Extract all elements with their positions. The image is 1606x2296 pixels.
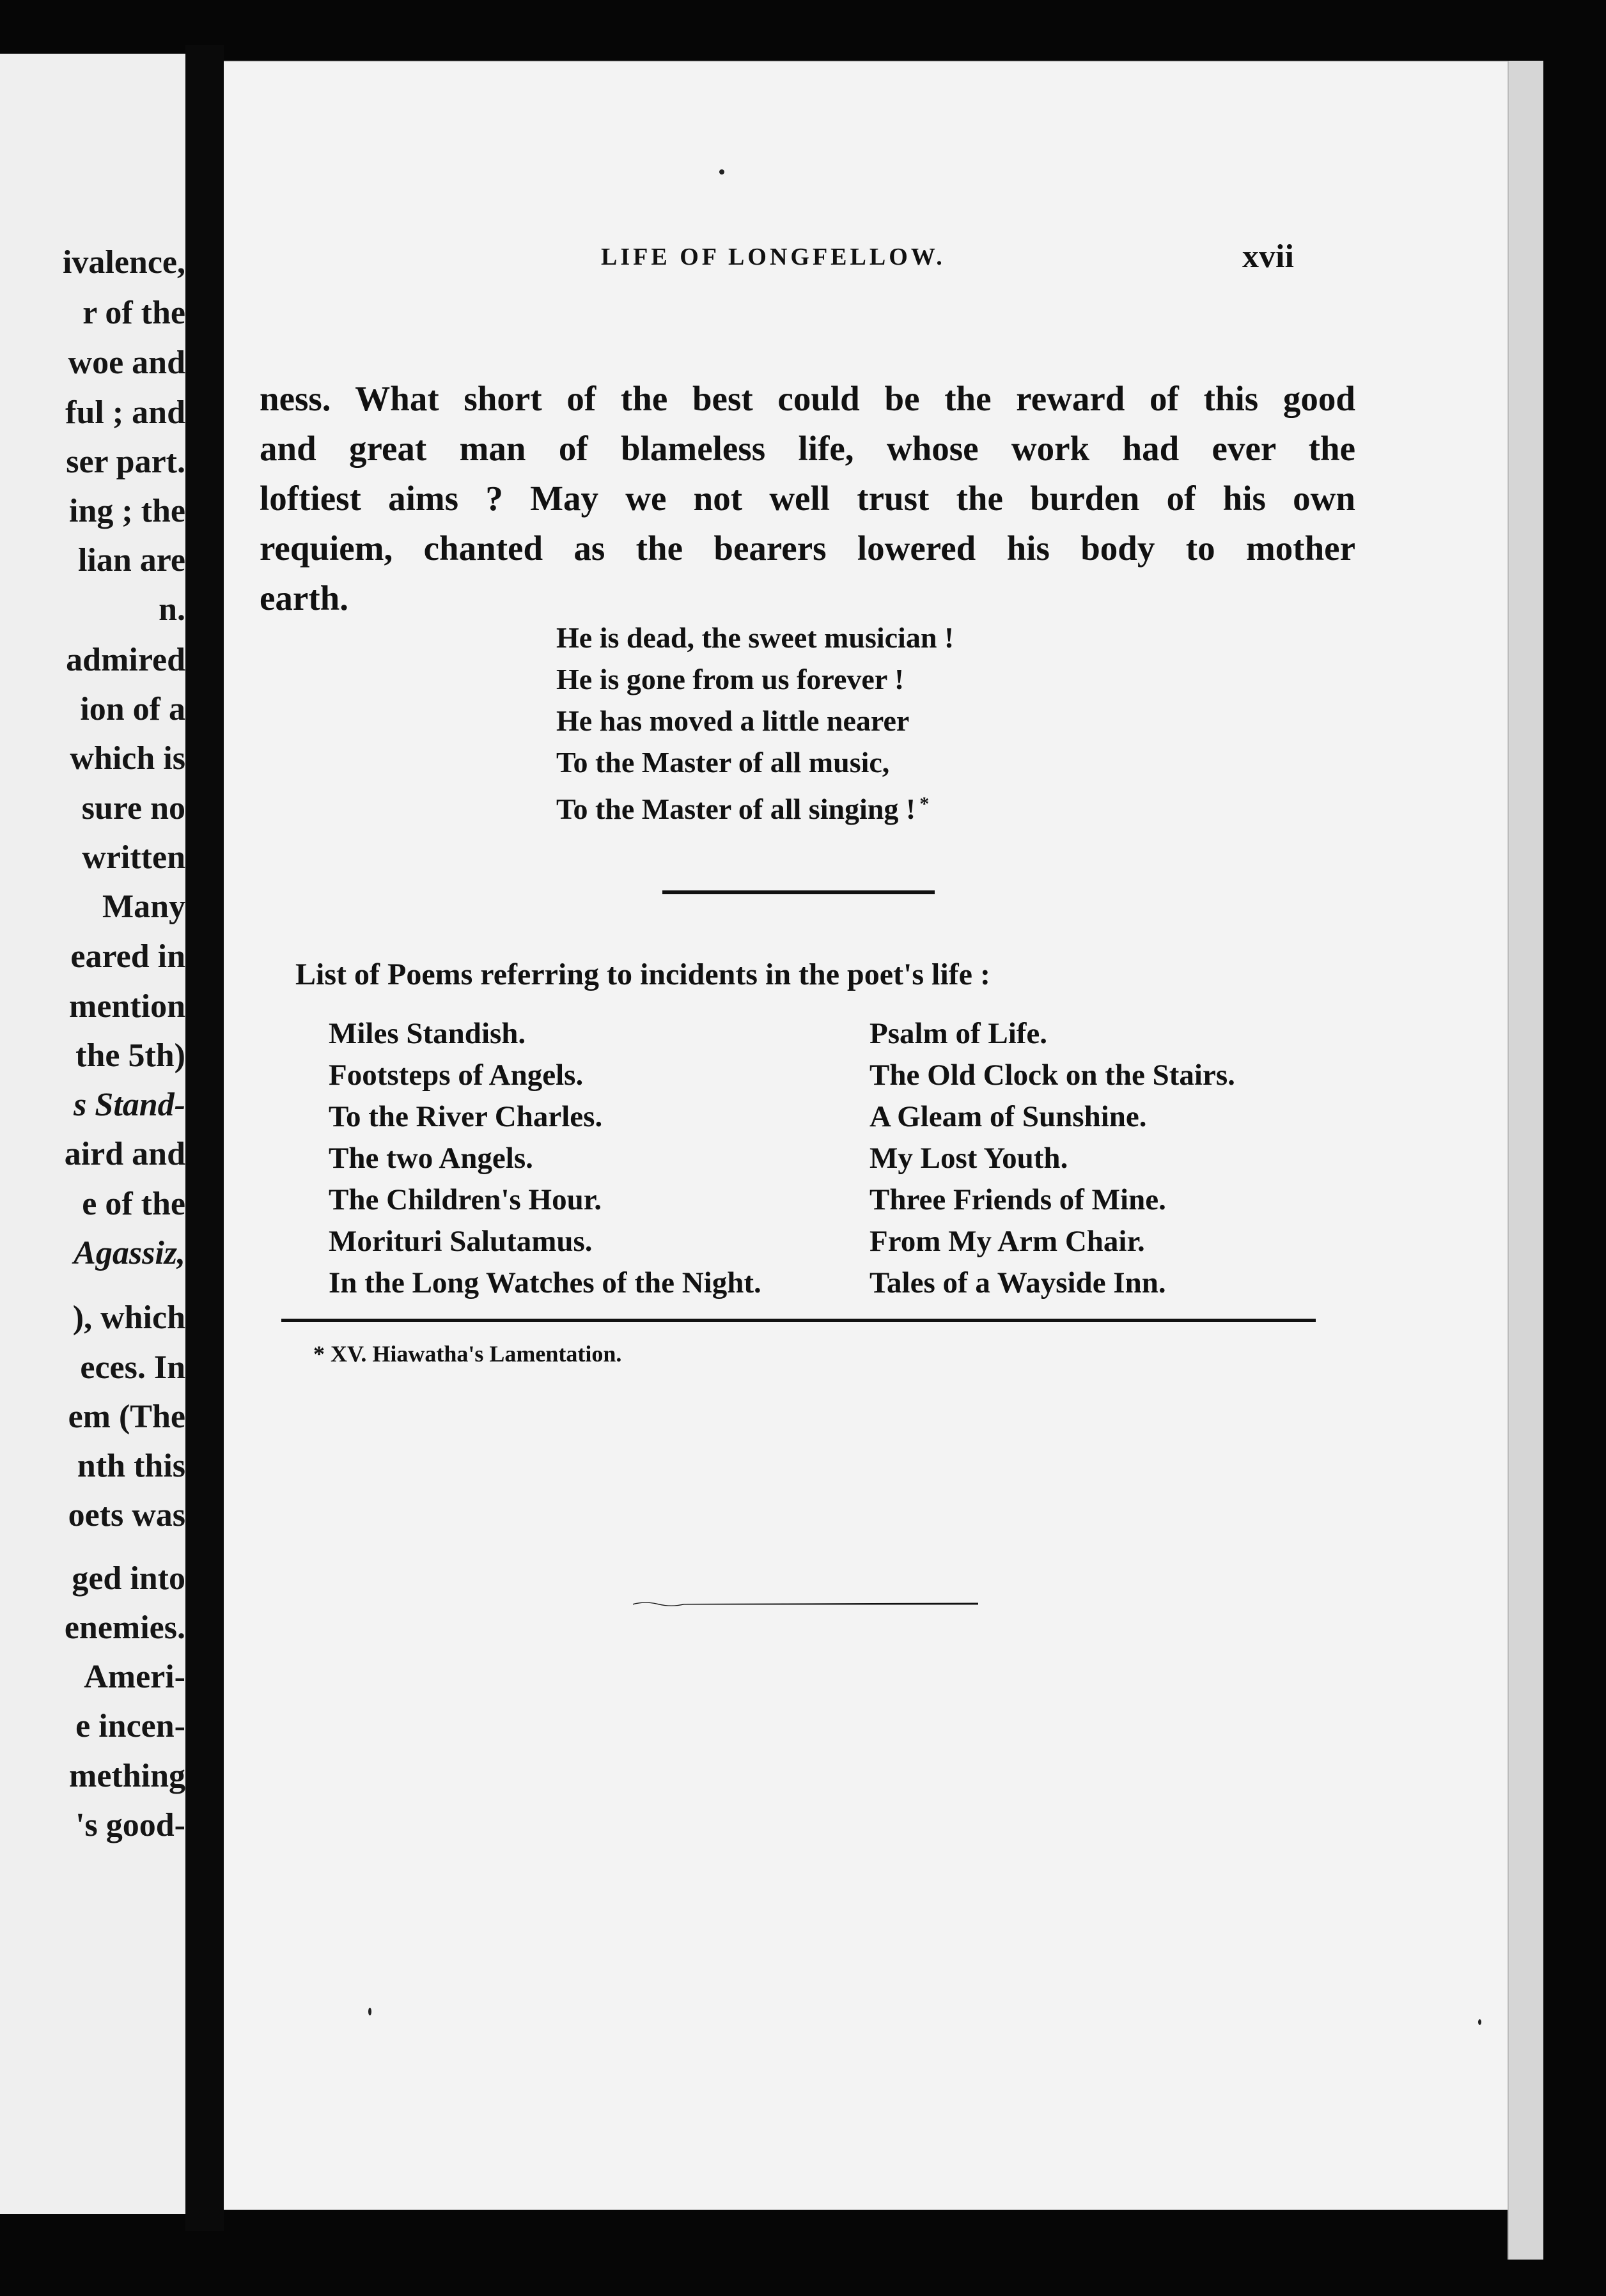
left-page-line: ful ; and (65, 394, 185, 431)
section-divider (662, 890, 935, 894)
left-page-line: 's good- (75, 1807, 185, 1843)
left-page-line: s Stand- (74, 1087, 185, 1123)
left-page-line: e of the (82, 1186, 185, 1222)
poem-line: He is gone from us forever ! (556, 663, 905, 695)
body-line: requiem, chanted as the bearers lowered his body to mother (260, 529, 1355, 568)
left-page-line: mention (69, 988, 185, 1025)
left-page-line: Many (102, 888, 185, 925)
left-page-line: enemies. (64, 1610, 185, 1646)
ink-speck (1478, 2019, 1481, 2025)
left-page-line: oets was (68, 1497, 185, 1533)
page-edge (1508, 61, 1543, 2260)
left-page-line: the 5th) (75, 1037, 185, 1074)
poem-list-column-2 (869, 1013, 1235, 1304)
poem-list-item: Psalm of Life. (869, 1017, 1048, 1050)
left-page-line: woe and (68, 345, 185, 381)
ink-speck (719, 169, 724, 175)
poem-quotation (556, 617, 954, 830)
left-page-line: aird and (64, 1136, 185, 1172)
left-page-line: ser part. (66, 444, 185, 480)
poem-list-heading: List of Poems referring to incidents in the poet's life : (295, 958, 990, 991)
left-page-line: eared in (70, 938, 185, 975)
left-page-line: sure no (81, 790, 185, 826)
book-gutter (185, 45, 224, 2231)
left-page-line: Agassiz, (74, 1235, 185, 1271)
poem-list-item: Tales of a Wayside Inn. (869, 1266, 1166, 1299)
left-page-line: ), which (72, 1299, 185, 1336)
page-header (224, 238, 1508, 281)
poem-list-item: A Gleam of Sunshine. (869, 1100, 1147, 1133)
left-page-line: mething (69, 1758, 185, 1794)
footnote: * XV. Hiawatha's Lamentation. (313, 1341, 622, 1367)
ink-speck (368, 2008, 371, 2015)
poem-list-item: My Lost Youth. (869, 1142, 1068, 1175)
left-page-line: r of the (82, 295, 185, 331)
left-page-line: ged into (72, 1560, 185, 1597)
left-page-line: Ameri- (84, 1659, 185, 1695)
body-paragraph (260, 374, 1355, 623)
poem-list-item: Footsteps of Angels. (329, 1059, 584, 1092)
left-page-line: nth this (77, 1448, 185, 1484)
body-line: and great man of blameless life, whose work had ever the (260, 429, 1355, 468)
left-page-line: admired (66, 642, 185, 678)
poem-line-last (556, 783, 954, 830)
poem-list-item: Miles Standish. (329, 1017, 526, 1050)
poem-list-item: The Old Clock on the Stairs. (869, 1059, 1235, 1092)
poem-list-item: Morituri Salutamus. (329, 1225, 593, 1258)
ornamental-end-rule (633, 1600, 978, 1608)
footnote-marker: * (919, 793, 930, 814)
page-number: xvii (1242, 238, 1294, 275)
left-page-line: e incen- (75, 1708, 185, 1744)
left-page-line: which is (70, 740, 185, 777)
poem-line: He is dead, the sweet musician ! (556, 621, 955, 654)
left-page-line: written (82, 839, 185, 876)
footnote-rule (281, 1319, 1316, 1322)
left-page-line: eces. In (80, 1349, 185, 1386)
poem-list-column-1 (329, 1013, 761, 1304)
left-page-line: ion of a (80, 691, 185, 727)
left-page-line: n. (159, 591, 185, 628)
poem-list-item: To the River Charles. (329, 1100, 603, 1133)
left-page-line: lian are (77, 542, 185, 578)
left-page-line: em (The (68, 1399, 185, 1435)
page (224, 61, 1508, 2210)
poem-line: He has moved a little nearer (556, 704, 910, 737)
poem-list-item: The two Angels. (329, 1142, 533, 1175)
poem-list-item: In the Long Watches of the Night. (329, 1266, 761, 1299)
body-line: loftiest aims ? May we not well trust the burden of his own (260, 479, 1355, 518)
body-line: ness. What short of the best could be the reward of this good (260, 379, 1355, 418)
poem-list-item: The Children's Hour. (329, 1183, 602, 1216)
left-page-line: ivalence, (62, 244, 185, 281)
poem-list-item: Three Friends of Mine. (869, 1183, 1166, 1216)
poem-line: To the Master of all music, (556, 746, 890, 779)
left-page-line: ing ; the (69, 493, 185, 529)
body-line: earth. (260, 578, 348, 617)
running-head: LIFE OF LONGFELLOW. (601, 244, 946, 270)
poem-list-item: From My Arm Chair. (869, 1225, 1145, 1258)
poem-line: To the Master of all singing ! (556, 793, 916, 825)
left-page-fragment (0, 54, 185, 2214)
